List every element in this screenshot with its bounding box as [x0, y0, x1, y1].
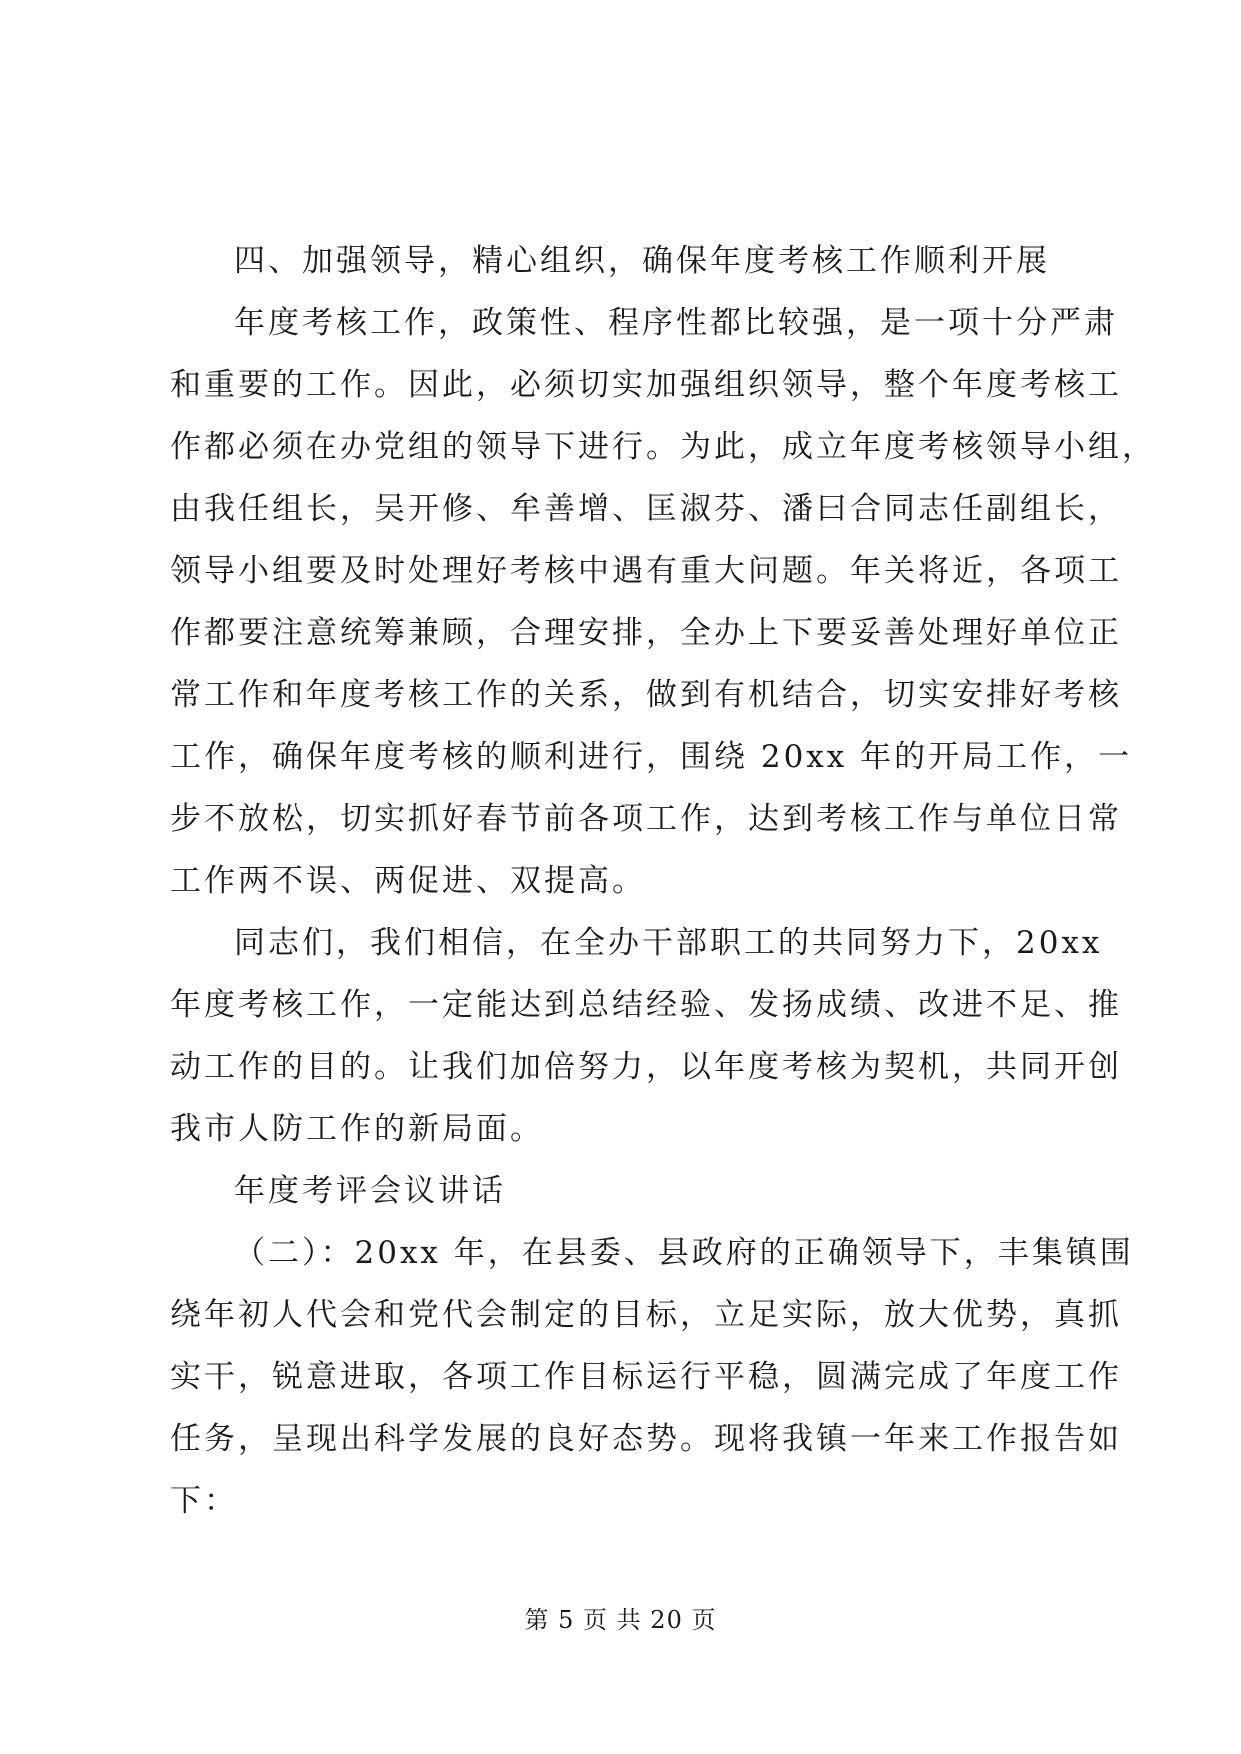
paragraph-line: 工作两不误、两促进、双提高。 [170, 863, 646, 899]
paragraph-line: 下： [170, 1483, 238, 1519]
section-heading: 四、加强领导，精心组织，确保年度考核工作顺利开展 [234, 243, 1050, 279]
paragraph-line: 年度考核工作，一定能达到总结经验、发扬成绩、改进不足、推 [170, 987, 1122, 1023]
paragraph-line: 作都要注意统筹兼顾，合理安排，全办上下要妥善处理好单位正 [170, 615, 1122, 651]
paragraph-line: 作都必须在办党组的领导下进行。为此，成立年度考核领导小组， [170, 429, 1156, 465]
paragraph-line: 我市人防工作的新局面。 [170, 1111, 544, 1147]
paragraph-line: 绕年初人代会和党代会制定的目标，立足实际，放大优势，真抓 [170, 1297, 1122, 1333]
document-body [170, 230, 1156, 1532]
subtitle: 年度考评会议讲话 [234, 1173, 506, 1209]
paragraph-line: 工作，确保年度考核的顺利进行，围绕 20xx 年的开局工作，一 [170, 739, 1133, 775]
paragraph-line: 由我任组长，吴开修、牟善增、匡淑芬、潘曰合同志任副组长， [170, 491, 1122, 527]
paragraph-line: 和重要的工作。因此，必须切实加强组织领导，整个年度考核工 [170, 367, 1122, 403]
paragraph-line: 步不放松，切实抓好春节前各项工作，达到考核工作与单位日常 [170, 801, 1122, 837]
paragraph-line: 年度考核工作，政策性、程序性都比较强，是一项十分严肃 [234, 305, 1118, 341]
paragraph-line: 实干，锐意进取，各项工作目标运行平稳，圆满完成了年度工作 [170, 1359, 1122, 1395]
page-number-footer: 第 5 页 共 20 页 [524, 1606, 717, 1634]
paragraph-line: 动工作的目的。让我们加倍努力，以年度考核为契机，共同开创 [170, 1049, 1122, 1085]
paragraph-line: 同志们，我们相信，在全办干部职工的共同努力下，20xx [234, 925, 1103, 961]
paragraph-line: 领导小组要及时处理好考核中遇有重大问题。年关将近，各项工 [170, 553, 1122, 589]
paragraph-line: （二）：20xx 年，在县委、县政府的正确领导下，丰集镇围 [234, 1235, 1134, 1271]
paragraph-line: 常工作和年度考核工作的关系，做到有机结合，切实安排好考核 [170, 677, 1122, 713]
paragraph-line: 任务，呈现出科学发展的良好态势。现将我镇一年来工作报告如 [170, 1421, 1122, 1457]
